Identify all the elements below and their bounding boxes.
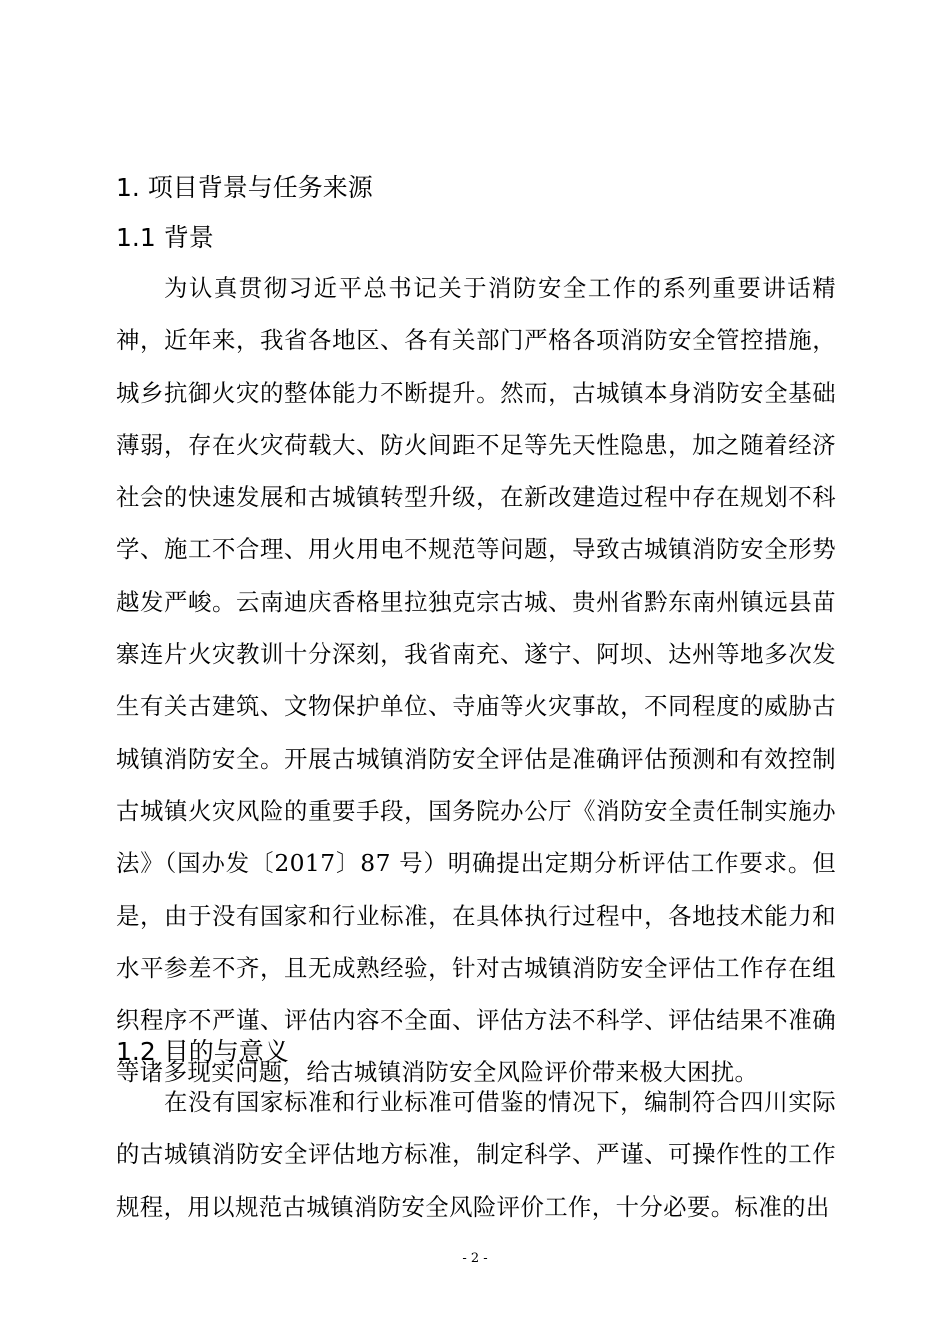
section-heading-1: 1. 项目背景与任务来源 [116,173,373,202]
page-number: - 2 - [462,1251,488,1266]
section-heading-1-1: 1.1 背景 [116,223,214,252]
purpose-paragraph: 在没有国家标准和行业标准可借鉴的情况下，编制符合四川实际的古城镇消防安全评估地方标准，制定科学、严谨、可操作性的工作规程，用以规范古城镇消防安全风险评价工作，十分必要。标准的出 [116,1088,836,1221]
background-paragraph: 为认真贯彻习近平总书记关于消防安全工作的系列重要讲话精神，近年来，我省各地区、各有关部门严格各项消防安全管控措施，城乡抗御火灾的整体能力不断提升。然而，古城镇本身消防安全基础薄弱，存在火灾荷载大、防火间距不足等先天性隐患，加之随着经济社会的快速发展和古城镇转型升级，在新改建造过程中存在规划不科学、施工不合理、用火用电不规范等问题，导致古城镇消防安全形势越发严峻。云南迪庆香格里拉独克宗古城、贵州省黔东南州镇远县苗寨连片火灾教训十分深刻，我省南充、遂宁、阿坝、达州等地多次发生有关古建筑、文物保护单位、寺庙等火灾事故，不同程度的威胁古城镇消防安全。开展古城镇消防安全评估是准确评估预测和有效控制古城镇火灾风险的重要手段，国务院办公厅《消防安全责任制实施办法》（国办发〔2017〕87 号）明确提出定期分析评估工作要求。但是，由于没有国家和行业标准，在具体执行过程中，各地技术能力和水平参差不齐，且无成熟经验，针对古城镇消防安全评估工作存在组织程序不严谨、评估内容不全面、评估方法不科学、评估结果不准确等诸多现实问题，给古城镇消防安全风险评价带来极大困扰。 [116,274,836,1087]
section-heading-1-2: 1.2 目的与意义 [116,1037,289,1066]
